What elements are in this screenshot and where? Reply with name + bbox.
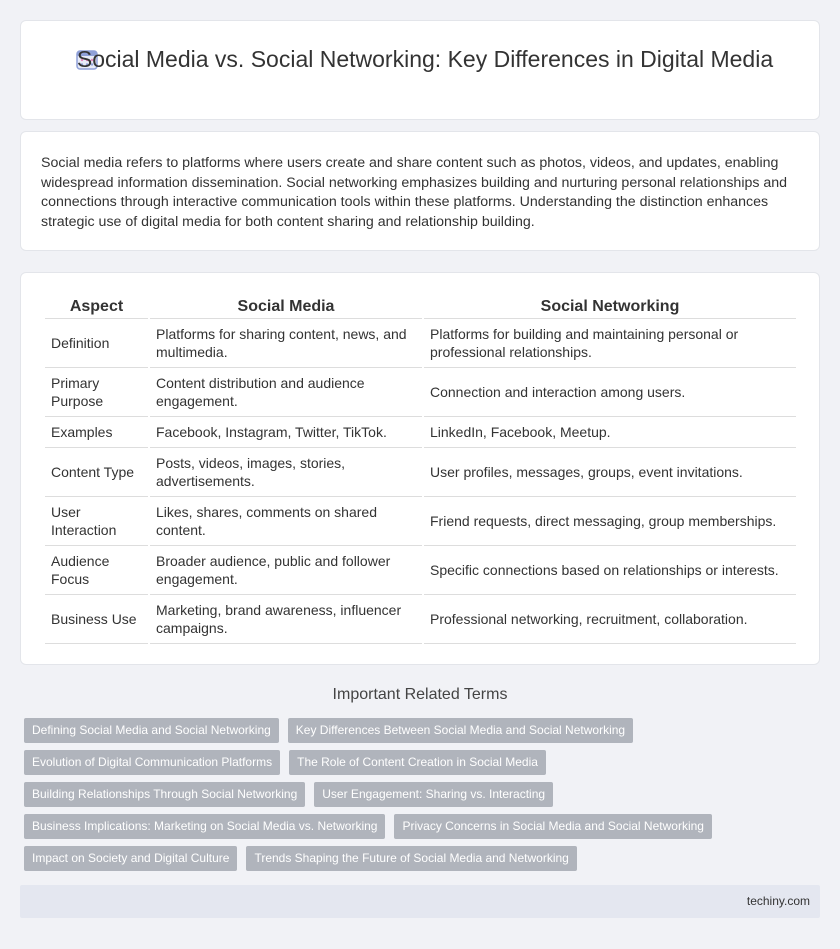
column-header-aspect: Aspect [45, 293, 148, 319]
row-social-networking: LinkedIn, Facebook, Meetup. [424, 417, 796, 448]
intro-paragraph: Social media refers to platforms where users create and share content such as photos, videos, and updates, enabling widespread information dissemination. Social networking emphasizes building and nurturing personal relationships and connections through interactive communication tools within these platforms. Understanding the distinction enhances strategic use of digital media for both content sharing and relationship building. [41, 155, 788, 230]
row-aspect: User Interaction [45, 497, 148, 546]
page-title: Social Media vs. Social Networking: Key Differences in Digital Media [76, 46, 774, 72]
row-social-media: Platforms for sharing content, news, and multimedia. [150, 319, 422, 368]
column-header-social-media: Social Media [150, 293, 422, 319]
table-row [45, 546, 796, 595]
intro-card [20, 131, 820, 251]
footer [20, 885, 820, 918]
related-term-tag[interactable]: Impact on Society and Digital Culture [24, 846, 237, 871]
comparison-card [20, 272, 820, 665]
related-terms-list [24, 718, 724, 878]
related-term-tag[interactable]: Evolution of Digital Communication Platforms [24, 750, 280, 775]
table-row [45, 417, 796, 448]
table-row [45, 448, 796, 497]
related-term-tag[interactable]: Defining Social Media and Social Networking [24, 718, 279, 743]
related-term-tag[interactable]: Key Differences Between Social Media and Social Networking [288, 718, 633, 743]
related-term-tag[interactable]: Business Implications: Marketing on Social Media vs. Networking [24, 814, 385, 839]
table-row [45, 595, 796, 644]
related-term-tag[interactable]: User Engagement: Sharing vs. Interacting [314, 782, 553, 807]
row-aspect: Content Type [45, 448, 148, 497]
related-term-tag[interactable]: Building Relationships Through Social Networking [24, 782, 305, 807]
row-social-media: Marketing, brand awareness, influencer campaigns. [150, 595, 422, 644]
row-aspect: Audience Focus [45, 546, 148, 595]
comparison-table [43, 293, 798, 644]
row-social-media: Posts, videos, images, stories, advertisements. [150, 448, 422, 497]
row-aspect: Examples [45, 417, 148, 448]
footer-site-link[interactable]: techiny.com [746, 894, 810, 908]
table-row [45, 319, 796, 368]
row-social-networking: Specific connections based on relationships or interests. [424, 546, 796, 595]
related-term-tag[interactable]: The Role of Content Creation in Social Media [289, 750, 546, 775]
header-card [20, 20, 820, 120]
related-term-tag[interactable]: Trends Shaping the Future of Social Media and Networking [246, 846, 576, 871]
column-header-social-networking: Social Networking [424, 293, 796, 319]
row-social-networking: User profiles, messages, groups, event invitations. [424, 448, 796, 497]
row-social-media: Likes, shares, comments on shared content. [150, 497, 422, 546]
row-social-media: Content distribution and audience engagement. [150, 368, 422, 417]
row-aspect: Definition [45, 319, 148, 368]
row-social-networking: Connection and interaction among users. [424, 368, 796, 417]
related-term-tag[interactable]: Privacy Concerns in Social Media and Social Networking [394, 814, 711, 839]
row-social-media: Facebook, Instagram, Twitter, TikTok. [150, 417, 422, 448]
row-aspect: Business Use [45, 595, 148, 644]
row-social-networking: Friend requests, direct messaging, group memberships. [424, 497, 796, 546]
row-social-networking: Platforms for building and maintaining personal or professional relationships. [424, 319, 796, 368]
row-social-networking: Professional networking, recruitment, collaboration. [424, 595, 796, 644]
table-header-row [45, 293, 796, 319]
row-social-media: Broader audience, public and follower engagement. [150, 546, 422, 595]
row-aspect: Primary Purpose [45, 368, 148, 417]
table-row [45, 497, 796, 546]
related-terms-title: Important Related Terms [332, 686, 508, 703]
table-row [45, 368, 796, 417]
